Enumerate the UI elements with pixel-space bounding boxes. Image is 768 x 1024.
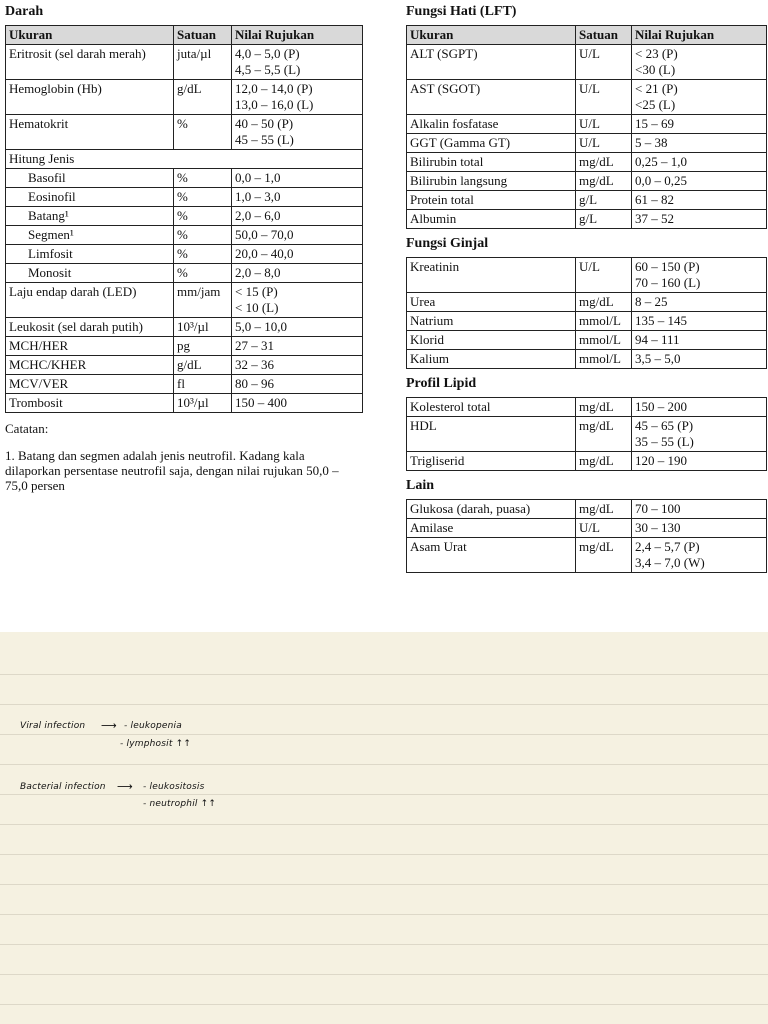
reference-line: 5,0 – 10,0 [235, 319, 287, 334]
test-name: Monosit [6, 264, 174, 283]
reference-line: 45 – 65 (P) [635, 418, 694, 433]
table-row [6, 245, 363, 264]
column-header: Satuan [576, 26, 632, 45]
test-name: Alkalin fosfatase [407, 115, 576, 134]
test-unit: mg/dL [576, 500, 632, 519]
test-name: Protein total [407, 191, 576, 210]
reference-line: <30 (L) [635, 62, 676, 77]
reference-value [632, 500, 767, 519]
test-name: Kreatinin [407, 258, 576, 293]
test-unit: U/L [576, 519, 632, 538]
test-name: ALT (SGPT) [407, 45, 576, 80]
reference-value [232, 318, 363, 337]
test-unit: mg/dL [576, 417, 632, 452]
ruled-line [0, 884, 768, 885]
test-name: Trigliserid [407, 452, 576, 471]
table-row [6, 207, 363, 226]
reference-line: 135 – 145 [635, 313, 687, 328]
reference-line: 4,5 – 5,5 (L) [235, 62, 301, 77]
bacterial-point-1: - leukositosis [143, 782, 205, 792]
test-name: MCV/VER [6, 375, 174, 394]
test-unit: mg/dL [576, 293, 632, 312]
reference-value [232, 45, 363, 80]
reference-value [632, 417, 767, 452]
reference-table [406, 499, 767, 573]
reference-line: 0,0 – 0,25 [635, 173, 687, 188]
reference-line: 27 – 31 [235, 338, 274, 353]
reference-line: 70 – 100 [635, 501, 681, 516]
test-unit: mmol/L [576, 350, 632, 369]
reference-line: 15 – 69 [635, 116, 674, 131]
reference-line: 5 – 38 [635, 135, 668, 150]
table-row [407, 398, 767, 417]
viral-infection-label: Viral infection [20, 721, 86, 731]
reference-line: < 21 (P) [635, 81, 678, 96]
arrow-icon: ⟶ [101, 719, 117, 732]
reference-value [632, 134, 767, 153]
table-row [407, 312, 767, 331]
reference-value [232, 80, 363, 115]
test-unit: % [174, 226, 232, 245]
reference-value [232, 283, 363, 318]
test-unit: mm/jam [174, 283, 232, 318]
test-unit: g/L [576, 191, 632, 210]
table-row [6, 45, 363, 80]
table-row [6, 337, 363, 356]
reference-value [232, 356, 363, 375]
test-unit: % [174, 245, 232, 264]
table-row [6, 188, 363, 207]
test-name: Limfosit [6, 245, 174, 264]
reference-value [632, 80, 767, 115]
table-row [6, 283, 363, 318]
reference-table [406, 257, 767, 369]
table-row [6, 226, 363, 245]
reference-line: 45 – 55 (L) [235, 132, 294, 147]
reference-line: 8 – 25 [635, 294, 668, 309]
table-row [407, 115, 767, 134]
test-name: Hematokrit [6, 115, 174, 150]
table-row [407, 350, 767, 369]
ruled-line [0, 854, 768, 855]
viral-point-2: - lymphosit ↑↑ [120, 739, 192, 749]
column-header: Nilai Rujukan [232, 26, 363, 45]
bacterial-infection-label: Bacterial infection [20, 782, 106, 792]
reference-line: < 15 (P) [235, 284, 278, 299]
reference-value [632, 172, 767, 191]
reference-line: 3,5 – 5,0 [635, 351, 681, 366]
test-name: Amilase [407, 519, 576, 538]
darah-title: Darah [5, 4, 44, 19]
test-name: Hemoglobin (Hb) [6, 80, 174, 115]
test-unit: U/L [576, 80, 632, 115]
test-name: Basofil [6, 169, 174, 188]
reference-line: 4,0 – 5,0 (P) [235, 46, 300, 61]
test-unit: mg/dL [576, 153, 632, 172]
reference-value [232, 207, 363, 226]
reference-value [232, 375, 363, 394]
reference-line: 70 – 160 (L) [635, 275, 701, 290]
ruled-line [0, 974, 768, 975]
left-column [5, 4, 363, 505]
table-row [6, 169, 363, 188]
notes [5, 421, 363, 493]
reference-line: 50,0 – 70,0 [235, 227, 294, 242]
reference-value [232, 264, 363, 283]
test-unit: g/dL [174, 356, 232, 375]
table-row [407, 80, 767, 115]
ruled-line [0, 674, 768, 675]
reference-line: <25 (L) [635, 97, 676, 112]
reference-line: 2,4 – 5,7 (P) [635, 539, 700, 554]
reference-table [406, 25, 767, 229]
reference-value [632, 45, 767, 80]
column-header: Ukuran [6, 26, 174, 45]
table-row [407, 172, 767, 191]
table-row [407, 519, 767, 538]
test-name: Kolesterol total [407, 398, 576, 417]
table-row [6, 356, 363, 375]
test-unit: 10³/µl [174, 394, 232, 413]
test-name: Leukosit (sel darah putih) [6, 318, 174, 337]
reference-line: 0,0 – 1,0 [235, 170, 281, 185]
table-row [407, 210, 767, 229]
test-name: Eritrosit (sel darah merah) [6, 45, 174, 80]
table-row [6, 80, 363, 115]
test-name: Eosinofil [6, 188, 174, 207]
ruled-line [0, 764, 768, 765]
reference-line: 32 – 36 [235, 357, 274, 372]
reference-value [632, 398, 767, 417]
table-row [407, 258, 767, 293]
reference-line: 80 – 96 [235, 376, 274, 391]
reference-value [632, 452, 767, 471]
test-unit: U/L [576, 45, 632, 80]
section-title: Profil Lipid [406, 376, 477, 391]
table-row [407, 45, 767, 80]
table-header-row [6, 26, 363, 45]
ruled-line [0, 734, 768, 735]
reference-line: < 23 (P) [635, 46, 678, 61]
test-name: Bilirubin langsung [407, 172, 576, 191]
test-unit: 10³/µl [174, 318, 232, 337]
test-name: MCHC/KHER [6, 356, 174, 375]
table-row [407, 500, 767, 519]
test-name: Batang¹ [6, 207, 174, 226]
test-unit: mg/dL [576, 398, 632, 417]
right-column [406, 4, 767, 573]
test-unit: % [174, 188, 232, 207]
table-header-row [407, 26, 767, 45]
reference-line: 40 – 50 (P) [235, 116, 294, 131]
reference-value [632, 210, 767, 229]
test-unit: g/L [576, 210, 632, 229]
reference-value [632, 153, 767, 172]
reference-value [632, 191, 767, 210]
column-header: Ukuran [407, 26, 576, 45]
table-row [6, 150, 363, 169]
reference-line: 2,0 – 6,0 [235, 208, 281, 223]
test-unit: % [174, 207, 232, 226]
test-unit: U/L [576, 258, 632, 293]
reference-value [232, 394, 363, 413]
table-row [6, 318, 363, 337]
table-row [407, 538, 767, 573]
arrow-icon: ⟶ [117, 780, 133, 793]
reference-value [232, 169, 363, 188]
reference-value [632, 258, 767, 293]
reference-line: 13,0 – 16,0 (L) [235, 97, 314, 112]
reference-line: 12,0 – 14,0 (P) [235, 81, 313, 96]
reference-line: 30 – 130 [635, 520, 681, 535]
ruled-line [0, 1004, 768, 1005]
reference-line: < 10 (L) [235, 300, 279, 315]
reference-line: 150 – 400 [235, 395, 287, 410]
test-unit: % [174, 169, 232, 188]
test-name: Asam Urat [407, 538, 576, 573]
table-row [407, 153, 767, 172]
test-name: AST (SGOT) [407, 80, 576, 115]
test-name: MCH/HER [6, 337, 174, 356]
table-row [407, 134, 767, 153]
column-header: Nilai Rujukan [632, 26, 767, 45]
notes-text: 1. Batang dan segmen adalah jenis neutrofil. Kadang kala dilaporkan persentase neutrofil saja, dengan nilai rujukan 50,0 – 75,0 persen [5, 448, 339, 493]
test-unit: g/dL [174, 80, 232, 115]
table-row [6, 394, 363, 413]
reference-value [232, 245, 363, 264]
reference-value [632, 115, 767, 134]
test-name: Segmen¹ [6, 226, 174, 245]
test-name: Klorid [407, 331, 576, 350]
test-name: GGT (Gamma GT) [407, 134, 576, 153]
table-row [407, 191, 767, 210]
table-row [407, 293, 767, 312]
reference-value [232, 115, 363, 150]
test-unit: % [174, 264, 232, 283]
test-unit: fl [174, 375, 232, 394]
test-name: Kalium [407, 350, 576, 369]
test-unit: mg/dL [576, 452, 632, 471]
ruled-line [0, 704, 768, 705]
reference-value [632, 519, 767, 538]
reference-line: 94 – 111 [635, 332, 680, 347]
test-name: Trombosit [6, 394, 174, 413]
reference-line: 60 – 150 (P) [635, 259, 700, 274]
test-unit: pg [174, 337, 232, 356]
reference-line: 20,0 – 40,0 [235, 246, 294, 261]
reference-line: 61 – 82 [635, 192, 674, 207]
reference-line: 37 – 52 [635, 211, 674, 226]
reference-value [232, 226, 363, 245]
ruled-line [0, 794, 768, 795]
section-title: Lain [406, 478, 435, 493]
reference-line: 2,0 – 8,0 [235, 265, 281, 280]
table-row [407, 452, 767, 471]
test-unit: mg/dL [576, 538, 632, 573]
viral-point-1: - leukopenia [124, 721, 182, 731]
reference-value [632, 538, 767, 573]
darah-table [5, 25, 363, 413]
section-title: Fungsi Ginjal [406, 236, 489, 251]
reference-value [632, 350, 767, 369]
reference-value [632, 293, 767, 312]
table-row [6, 264, 363, 283]
reference-line: 120 – 190 [635, 453, 687, 468]
test-unit: % [174, 115, 232, 150]
table-row [407, 417, 767, 452]
reference-line: 1,0 – 3,0 [235, 189, 281, 204]
reference-line: 0,25 – 1,0 [635, 154, 687, 169]
table-row [6, 375, 363, 394]
ruled-line [0, 944, 768, 945]
test-unit: U/L [576, 134, 632, 153]
bacterial-point-2: - neutrophil ↑↑ [143, 799, 217, 809]
reference-value [232, 188, 363, 207]
ruled-line [0, 914, 768, 915]
test-unit: mmol/L [576, 331, 632, 350]
test-name: Natrium [407, 312, 576, 331]
test-name: Glukosa (darah, puasa) [407, 500, 576, 519]
test-unit: U/L [576, 115, 632, 134]
reference-line: 35 – 55 (L) [635, 434, 694, 449]
lined-notebook-paper [0, 632, 768, 1024]
reference-line: 150 – 200 [635, 399, 687, 414]
section-title: Fungsi Hati (LFT) [406, 4, 517, 19]
reference-line: 3,4 – 7,0 (W) [635, 555, 705, 570]
notes-label: Catatan: [5, 421, 49, 436]
table-row [6, 115, 363, 150]
reference-value [632, 331, 767, 350]
reference-value [632, 312, 767, 331]
reference-value [232, 337, 363, 356]
group-label: Hitung Jenis [6, 150, 363, 169]
ruled-line [0, 824, 768, 825]
test-unit: mmol/L [576, 312, 632, 331]
test-unit: juta/µl [174, 45, 232, 80]
test-unit: mg/dL [576, 172, 632, 191]
test-name: Albumin [407, 210, 576, 229]
column-header: Satuan [174, 26, 232, 45]
table-row [407, 331, 767, 350]
reference-table [406, 397, 767, 471]
test-name: HDL [407, 417, 576, 452]
test-name: Bilirubin total [407, 153, 576, 172]
test-name: Laju endap darah (LED) [6, 283, 174, 318]
test-name: Urea [407, 293, 576, 312]
